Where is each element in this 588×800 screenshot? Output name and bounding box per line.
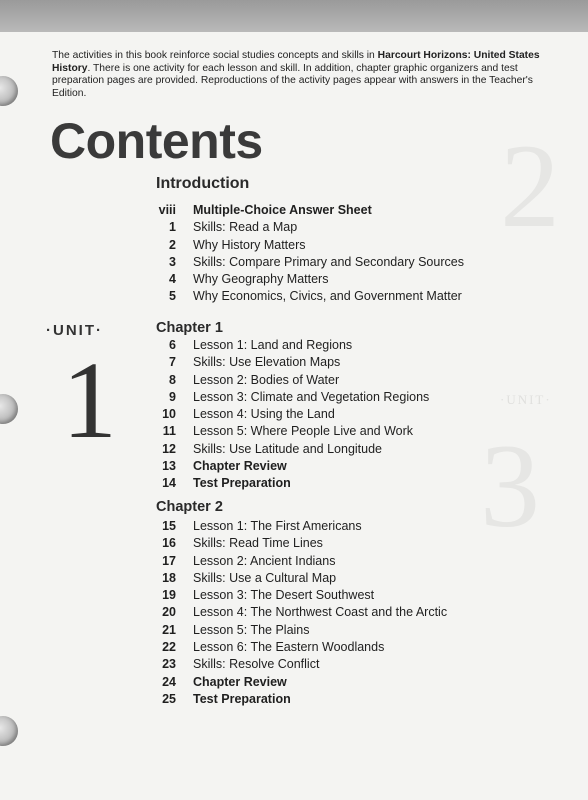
page-number: 21	[162, 622, 176, 637]
page-number: 13	[162, 459, 176, 474]
intro-text: The activities in this book reinforce social studies concepts and skills in	[52, 50, 378, 61]
entry-title: Skills: Read Time Lines	[193, 536, 323, 551]
entry-title: Why Economics, Civics, and Government Matter	[193, 289, 462, 304]
entry-title: Lesson 1: The First Americans	[193, 519, 362, 533]
entry-title: Lesson 2: Ancient Indians	[193, 553, 336, 568]
page-number: 7	[169, 355, 176, 370]
entry-title: Lesson 3: The Desert Southwest	[193, 588, 375, 603]
chapter-1-heading: Chapter 1	[156, 320, 223, 336]
page-number: 22	[162, 640, 176, 655]
page-number: 17	[162, 553, 176, 568]
entry-title: Multiple-Choice Answer Sheet	[193, 203, 372, 217]
page-number: 19	[162, 588, 176, 603]
entry-title: Skills: Use Latitude and Longitude	[193, 441, 383, 456]
page-number: 12	[162, 441, 176, 456]
entry-title: Lesson 2: Bodies of Water	[193, 372, 340, 387]
page-number: 10	[162, 407, 176, 422]
entry-title: Chapter Review	[193, 459, 287, 474]
page-number: 1	[169, 220, 176, 235]
entry-title: Lesson 5: Where People Live and Work	[193, 424, 414, 439]
entry-title: Lesson 6: The Eastern Woodlands	[193, 640, 385, 655]
scan-edge	[0, 0, 588, 32]
page-number: 4	[169, 272, 176, 287]
entry-title: Test Preparation	[193, 476, 291, 491]
book-title: Harcourt Horizons: United States History	[52, 50, 540, 74]
entry-title: Skills: Use Elevation Maps	[193, 355, 341, 370]
bleed-through-decoration: 2	[500, 119, 560, 252]
page-number: 23	[162, 657, 176, 672]
entry-title: Chapter Review	[193, 674, 287, 689]
page-number: 15	[162, 519, 176, 533]
chapter-2-heading: Chapter 2	[156, 499, 223, 515]
entry-title: Why Geography Matters	[193, 272, 329, 287]
intro-text: . There is one activity for each lesson and skill. In addition, chapter graphic organizers and test preparation pages are provided. Reproductions of the activity pages appear with answers in the Teacher's Edition.	[52, 62, 533, 99]
entry-title: Lesson 4: Using the Land	[193, 407, 335, 422]
page-number: 20	[162, 605, 176, 620]
entry-title: Lesson 5: The Plains	[193, 622, 310, 637]
page-number: 18	[162, 570, 176, 585]
binder-hole	[0, 76, 18, 106]
page-number: 11	[162, 424, 176, 439]
page-number: 24	[162, 674, 176, 689]
entry-title: Test Preparation	[193, 691, 291, 706]
page-number: 16	[162, 536, 176, 551]
page-number: 9	[169, 389, 176, 404]
page-number: 2	[169, 237, 176, 252]
bleed-through-decoration: 3	[480, 419, 540, 552]
binder-hole	[0, 394, 18, 424]
bleed-through-decoration: ·UNIT·	[500, 392, 552, 407]
entry-title: Skills: Resolve Conflict	[193, 657, 320, 672]
entry-title: Lesson 1: Land and Regions	[193, 338, 353, 352]
entry-title: Skills: Compare Primary and Secondary Sources	[193, 254, 464, 269]
entry-title: Lesson 3: Climate and Vegetation Regions	[193, 389, 430, 404]
page-number: 8	[169, 372, 176, 387]
introduction-heading: Introduction	[156, 175, 250, 192]
page-number: 5	[169, 289, 176, 304]
intro-paragraph	[52, 50, 552, 100]
binder-hole	[0, 716, 18, 746]
page-title: Contents	[50, 113, 263, 169]
page-number: 6	[169, 338, 176, 352]
page-number: viii	[158, 203, 176, 217]
page-number: 3	[169, 254, 176, 269]
entry-title: Lesson 4: The Northwest Coast and the Arctic	[193, 605, 448, 620]
entry-title: Why History Matters	[193, 237, 306, 252]
unit-number: 1	[62, 339, 117, 461]
page-number: 25	[162, 691, 176, 706]
unit-label: ·UNIT·	[46, 322, 103, 339]
entry-title: Skills: Read a Map	[193, 220, 298, 235]
contents-page	[0, 32, 588, 800]
page-number: 14	[162, 476, 176, 491]
entry-title: Skills: Use a Cultural Map	[193, 570, 337, 585]
